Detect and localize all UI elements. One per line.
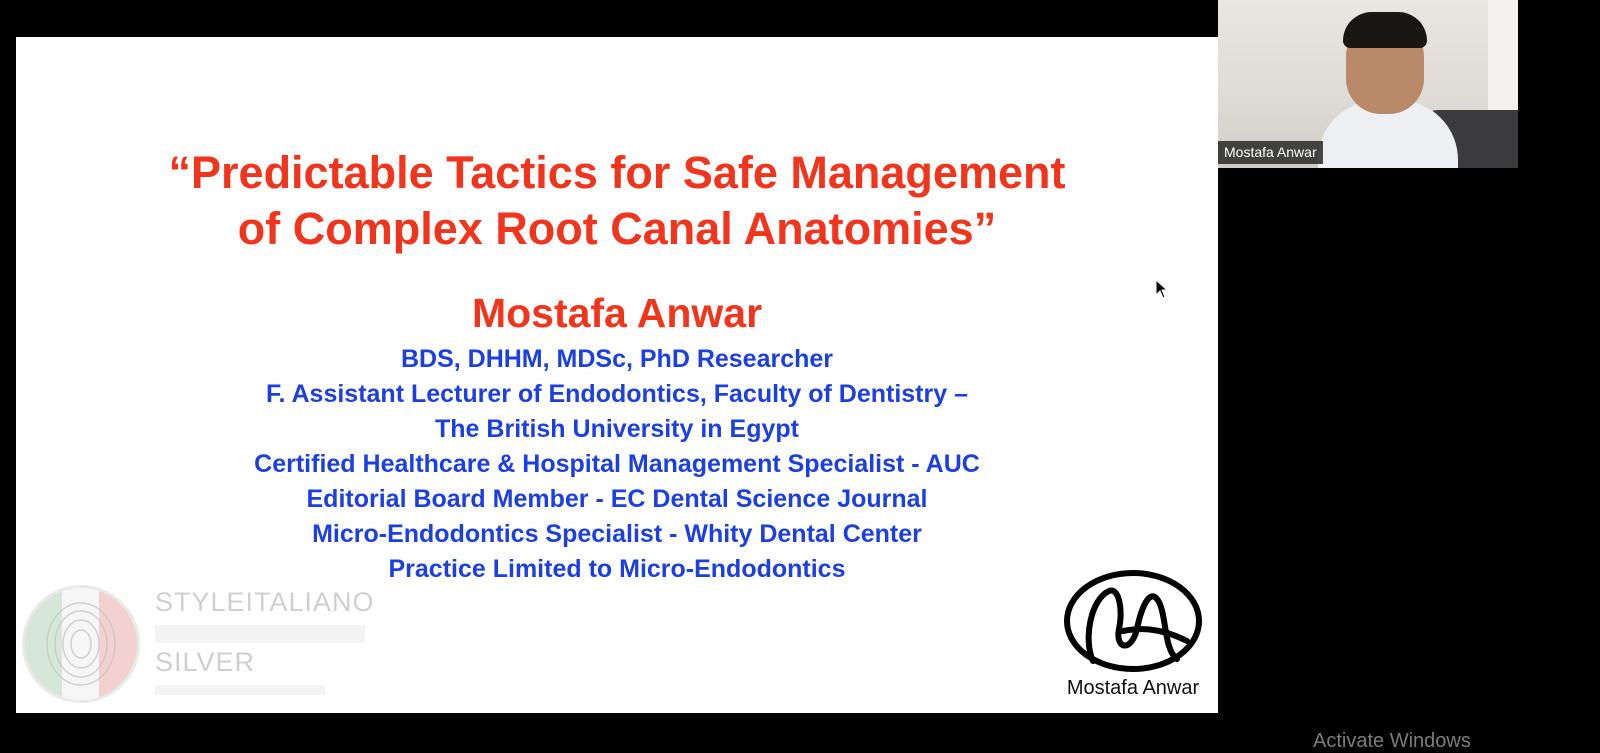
credential-line: Certified Healthcare & Hospital Management Specialist - AUC (254, 450, 980, 478)
participant-video-tile[interactable] (1218, 0, 1518, 168)
credential-line: BDS, DHHM, MDSc, PhD Researcher (400, 345, 834, 373)
presenter-credentials (16, 342, 1218, 587)
presenter-name: Mostafa Anwar (471, 290, 763, 336)
participant-hair (1343, 12, 1427, 48)
mouse-cursor-icon (1155, 279, 1169, 299)
presenter-logo (1053, 569, 1213, 709)
credential-line: Editorial Board Member - EC Dental Science Journal (306, 485, 928, 513)
monogram-icon (1053, 569, 1213, 677)
styleitaliano-watermark (22, 585, 422, 703)
shared-slide (16, 37, 1218, 713)
activate-windows-watermark: Activate Windows (1313, 730, 1471, 752)
watermark-brand: STYLEITALIANO (155, 587, 375, 617)
credential-line: Practice Limited to Micro-Endodontics (388, 555, 846, 583)
credential-line: Micro-Endodontics Specialist - Whity Dental Center (312, 520, 922, 548)
watermark-tier: SILVER (155, 647, 256, 677)
video-background-window (1488, 0, 1518, 110)
credential-line: F. Assistant Lecturer of Endodontics, Faculty of Dentistry – (266, 380, 968, 408)
slide-title-line-1: “Predictable Tactics for Safe Management (168, 147, 1066, 198)
participant-name-label: Mostafa Anwar (1218, 141, 1323, 164)
logo-caption: Mostafa Anwar (1066, 677, 1200, 699)
credential-line: The British University in Egypt (435, 415, 799, 443)
slide-title-line-2: of Complex Root Canal Anatomies” (237, 203, 997, 254)
watermark-faint-line (155, 685, 325, 695)
slide-title (16, 145, 1218, 257)
fingerprint-icon (22, 585, 140, 703)
watermark-faint-line (155, 625, 365, 643)
